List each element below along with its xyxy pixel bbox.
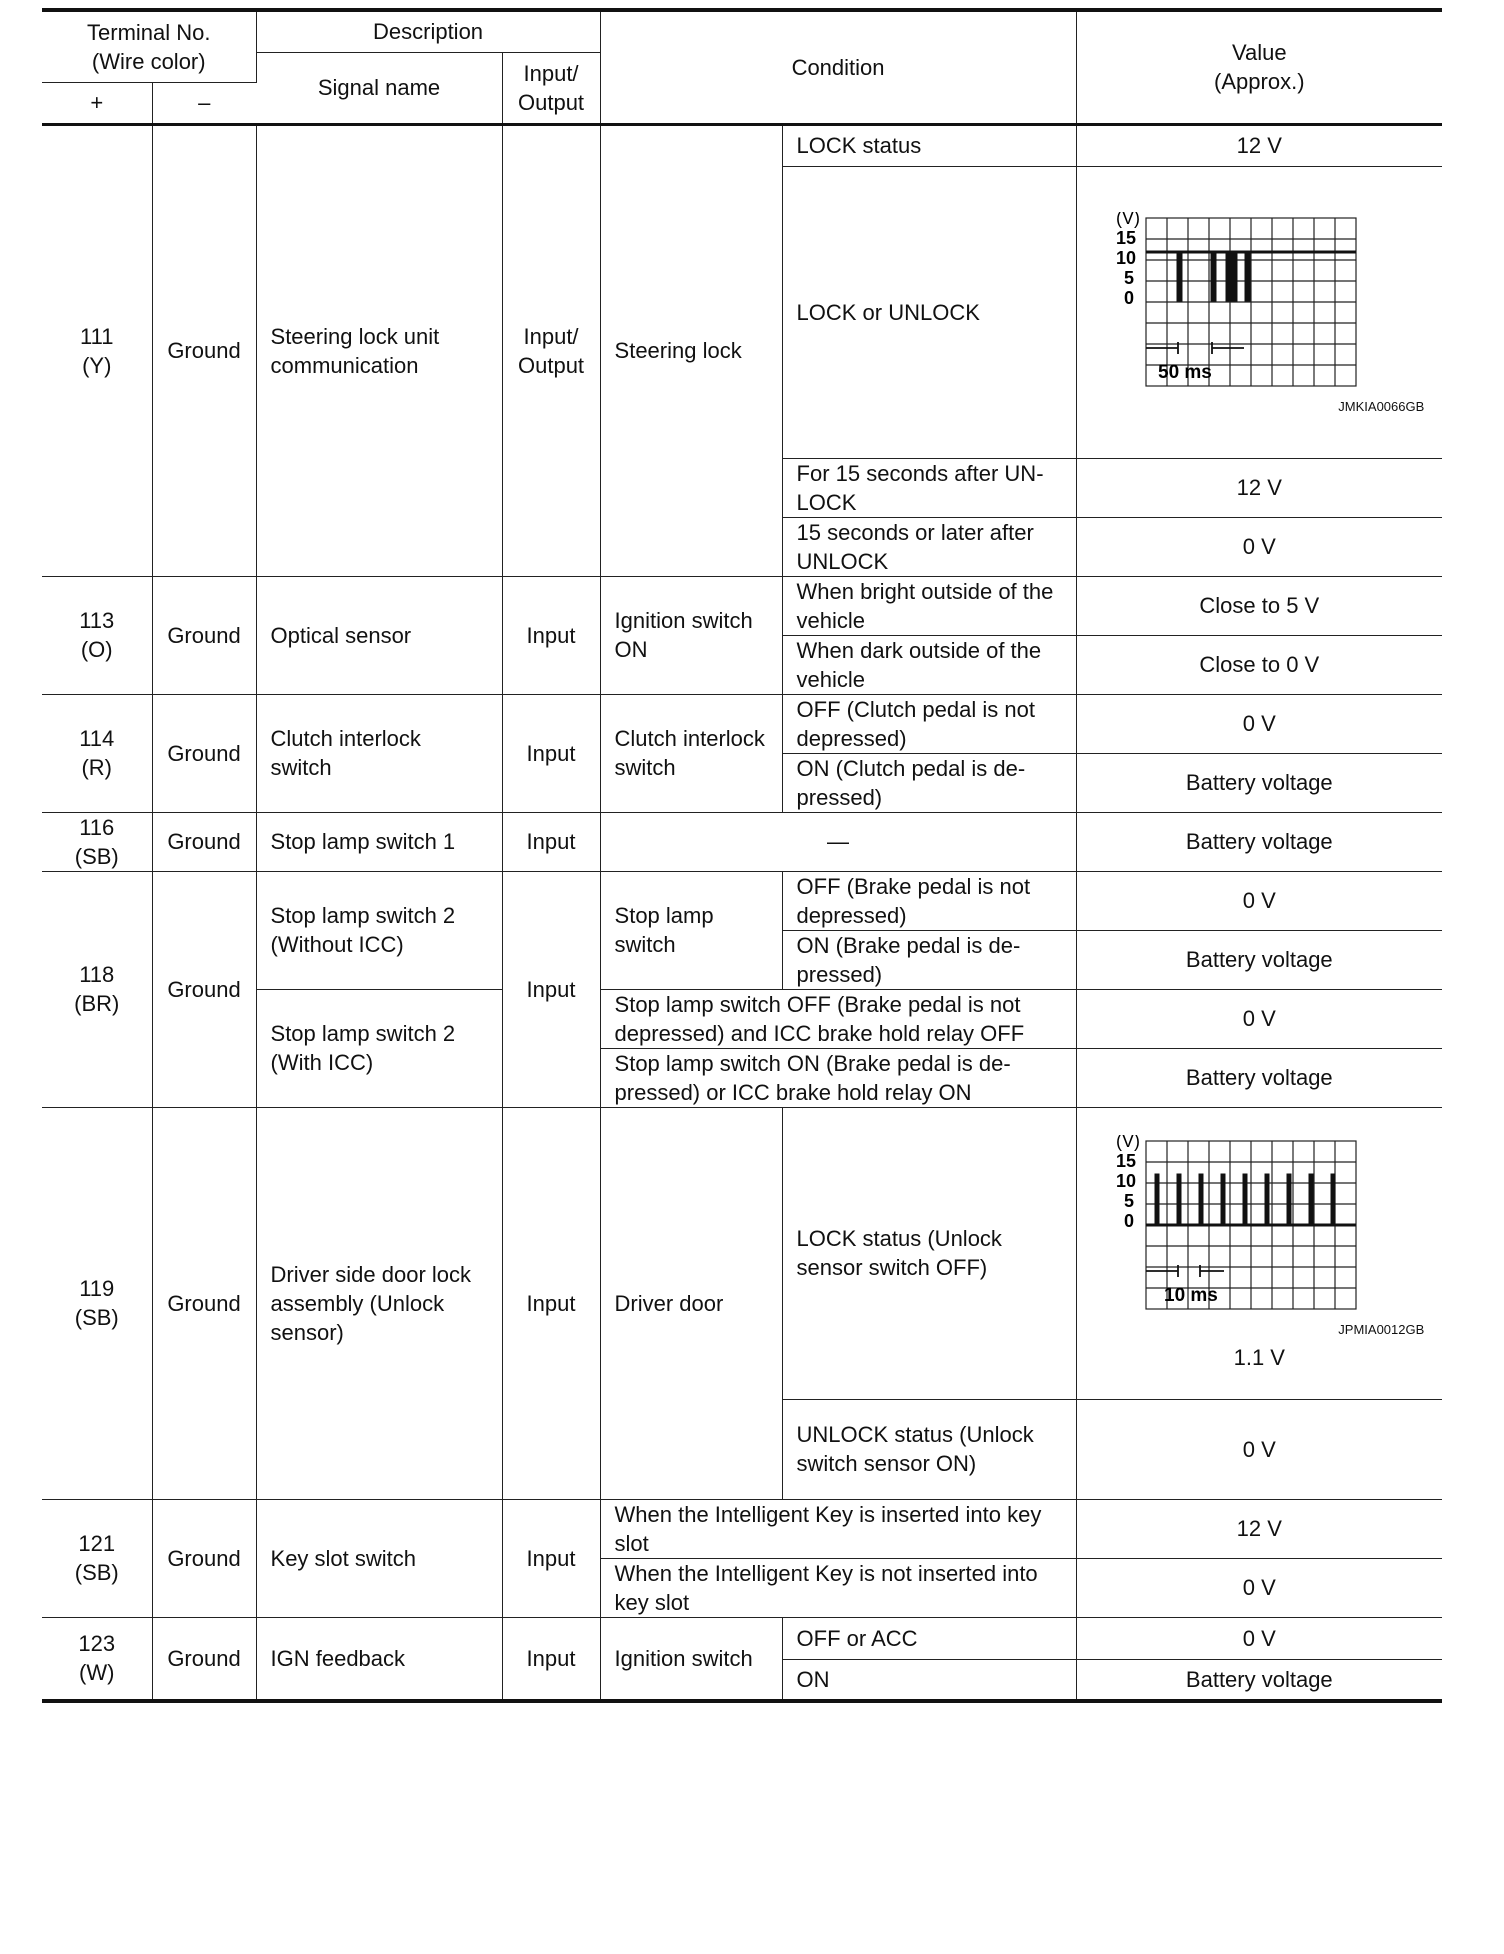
terminal-no-label: Terminal No. [87, 19, 211, 45]
condition-cell: Stop lamp switch OFF (Brake pedal is not depressed) and ICC brake hold relay OFF [600, 989, 1076, 1048]
condition-cell: When the Intelligent Key is inserted into key slot [600, 1499, 1076, 1558]
condition-cell: Stop lamp switch ON (Brake pedal is de-pressed) or ICC brake hold relay ON [600, 1048, 1076, 1107]
wave-unit-label: (V) [1116, 212, 1141, 228]
terminal-cell [42, 812, 152, 871]
value-cell: 0 V [1076, 1558, 1442, 1617]
condition-cell: — [600, 812, 1076, 871]
waveform-cell [1076, 166, 1442, 458]
ground-cell: Ground [152, 812, 256, 871]
terminal-number: 121 [78, 1531, 116, 1556]
value-cell: 0 V [1076, 517, 1442, 576]
terminal-cell [42, 1107, 152, 1499]
sub-condition-cell: OFF (Brake pedal is not depressed) [782, 871, 1076, 930]
value-cell: Battery voltage [1076, 812, 1442, 871]
io-cell: Input [502, 1107, 600, 1499]
value-cell: Battery voltage [1076, 753, 1442, 812]
sub-condition-cell: For 15 seconds after UN-LOCK [782, 458, 1076, 517]
ground-cell: Ground [152, 1499, 256, 1617]
sub-condition-cell: LOCK status [782, 124, 1076, 166]
terminal-cell [42, 1499, 152, 1617]
ground-cell: Ground [152, 1617, 256, 1701]
value-cell: Battery voltage [1076, 1659, 1442, 1701]
terminal-cell [42, 694, 152, 812]
table-row [42, 1107, 1442, 1399]
sub-condition-cell: LOCK status (Unlock sensor switch OFF) [782, 1107, 1076, 1399]
signal-name-cell: Key slot switch [256, 1499, 502, 1617]
wave-tick-label: 0 [1124, 288, 1135, 308]
wire-color: (BR) [74, 991, 120, 1016]
wire-color: (SB) [74, 843, 119, 869]
terminal-cell [42, 124, 152, 576]
approx-label: (Approx.) [1214, 69, 1305, 95]
wave-tick-label: 5 [1124, 1191, 1135, 1211]
wire-color: (SB) [74, 1560, 119, 1585]
terminal-table-page [42, 8, 1442, 1703]
waveform-figure [1094, 1135, 1424, 1371]
wire-color: (SB) [74, 1305, 119, 1330]
sub-condition-cell: 15 seconds or later after UNLOCK [782, 517, 1076, 576]
value-cell: Close to 5 V [1076, 576, 1442, 635]
value-header [1076, 10, 1442, 124]
terminal-number: 116 [79, 814, 115, 840]
value-cell: 12 V [1076, 124, 1442, 166]
terminal-table [42, 8, 1442, 1703]
ground-cell: Ground [152, 1107, 256, 1499]
wire-color: (R) [81, 755, 113, 780]
wave-tick-label: 15 [1116, 1151, 1137, 1171]
signal-name-cell: IGN feedback [256, 1617, 502, 1701]
time-scale-label: 50 ms [1158, 362, 1213, 383]
condition-cell: Stop lamp switch [600, 871, 782, 989]
wire-color: (W) [79, 1660, 115, 1686]
condition-cell: Clutch interlock switch [600, 694, 782, 812]
sub-condition-cell: OFF or ACC [782, 1617, 1076, 1659]
sub-condition-cell: When dark outside of the vehicle [782, 635, 1076, 694]
figure-code: JMKIA0066GB [1338, 399, 1425, 414]
description-header: Description [256, 10, 600, 52]
signal-name-cell: Stop lamp switch 2 (With ICC) [256, 989, 502, 1107]
condition-cell: Steering lock [600, 124, 782, 576]
ground-cell: Ground [152, 576, 256, 694]
io-cell: Input [502, 871, 600, 1107]
wire-color-label: (Wire color) [91, 48, 206, 74]
wave-tick-label: 10 [1116, 248, 1137, 268]
condition-cell: Driver door [600, 1107, 782, 1499]
value-label: 1.1 V [1233, 1345, 1285, 1370]
signal-name-cell: Steering lock unit communication [256, 124, 502, 576]
sub-condition-cell: ON (Brake pedal is de-pressed) [782, 930, 1076, 989]
io-cell: Input [502, 812, 600, 871]
io-cell: Input/ Output [502, 124, 600, 576]
signal-name-cell: Clutch interlock switch [256, 694, 502, 812]
waveform-figure [1094, 212, 1424, 412]
plus-header: + [42, 82, 152, 124]
condition-cell: Ignition switch [600, 1617, 782, 1701]
wave-tick-label: 5 [1124, 268, 1135, 288]
value-cell: 0 V [1076, 1617, 1442, 1659]
waveform-graph-unlock-sensor [1094, 1135, 1424, 1315]
condition-cell: When the Intelligent Key is not inserted into key slot [600, 1558, 1076, 1617]
ground-cell: Ground [152, 871, 256, 1107]
value-cell: 0 V [1076, 989, 1442, 1048]
value-cell: 12 V [1076, 1499, 1442, 1558]
terminal-cell [42, 871, 152, 1107]
wave-tick-label: 0 [1124, 1211, 1135, 1231]
wire-color: (Y) [82, 352, 112, 378]
table-row [42, 1617, 1442, 1659]
condition-header: Condition [600, 10, 1076, 124]
time-scale-label: 10 ms [1164, 1285, 1219, 1306]
ground-cell: Ground [152, 124, 256, 576]
table-row [42, 576, 1442, 635]
sub-condition-cell: OFF (Clutch pedal is not depressed) [782, 694, 1076, 753]
terminal-number: 119 [79, 1276, 115, 1301]
signal-name-cell: Stop lamp switch 1 [256, 812, 502, 871]
io-cell: Input [502, 694, 600, 812]
sub-condition-cell: When bright outside of the vehicle [782, 576, 1076, 635]
value-cell: Battery voltage [1076, 930, 1442, 989]
terminal-number: 114 [79, 726, 115, 751]
input-output-header: Input/ Output [502, 52, 600, 124]
terminal-no-header [42, 10, 256, 82]
value-cell: 0 V [1076, 694, 1442, 753]
wave-tick-label: 15 [1116, 228, 1137, 248]
signal-name-header: Signal name [256, 52, 502, 124]
sub-condition-cell: LOCK or UNLOCK [782, 166, 1076, 458]
value-cell: 0 V [1076, 1399, 1442, 1499]
minus-header: – [152, 82, 256, 124]
figure-code: JPMIA0012GB [1338, 1322, 1425, 1337]
terminal-number: 111 [80, 323, 114, 349]
wire-color: (O) [80, 637, 113, 662]
io-cell: Input [502, 1499, 600, 1617]
waveform-cell [1076, 1107, 1442, 1399]
value-cell: 0 V [1076, 871, 1442, 930]
value-cell: Close to 0 V [1076, 635, 1442, 694]
terminal-cell [42, 1617, 152, 1701]
sub-condition-cell: ON (Clutch pedal is de-pressed) [782, 753, 1076, 812]
table-row [42, 694, 1442, 753]
table-row [42, 812, 1442, 871]
wave-tick-label: 10 [1116, 1171, 1137, 1191]
condition-cell: Ignition switch ON [600, 576, 782, 694]
sub-condition-cell: ON [782, 1659, 1076, 1701]
wave-unit-label: (V) [1116, 1135, 1141, 1151]
value-cell: Battery voltage [1076, 1048, 1442, 1107]
terminal-number: 113 [79, 608, 115, 633]
table-row [42, 1499, 1442, 1558]
io-cell: Input [502, 576, 600, 694]
terminal-number: 123 [78, 1631, 116, 1657]
waveform-graph-lock-unlock [1094, 212, 1424, 392]
value-cell: 12 V [1076, 458, 1442, 517]
table-row [42, 871, 1442, 930]
terminal-cell [42, 576, 152, 694]
signal-name-cell: Stop lamp switch 2 (Without ICC) [256, 871, 502, 989]
terminal-number: 118 [79, 962, 115, 987]
signal-name-cell: Optical sensor [256, 576, 502, 694]
value-label: Value [1231, 40, 1287, 66]
ground-cell: Ground [152, 694, 256, 812]
signal-name-cell: Driver side door lock assembly (Unlock sensor) [256, 1107, 502, 1499]
io-cell: Input [502, 1617, 600, 1701]
table-row [42, 124, 1442, 166]
sub-condition-cell: UNLOCK status (Unlock switch sensor ON) [782, 1399, 1076, 1499]
wave-grid [1146, 218, 1356, 386]
